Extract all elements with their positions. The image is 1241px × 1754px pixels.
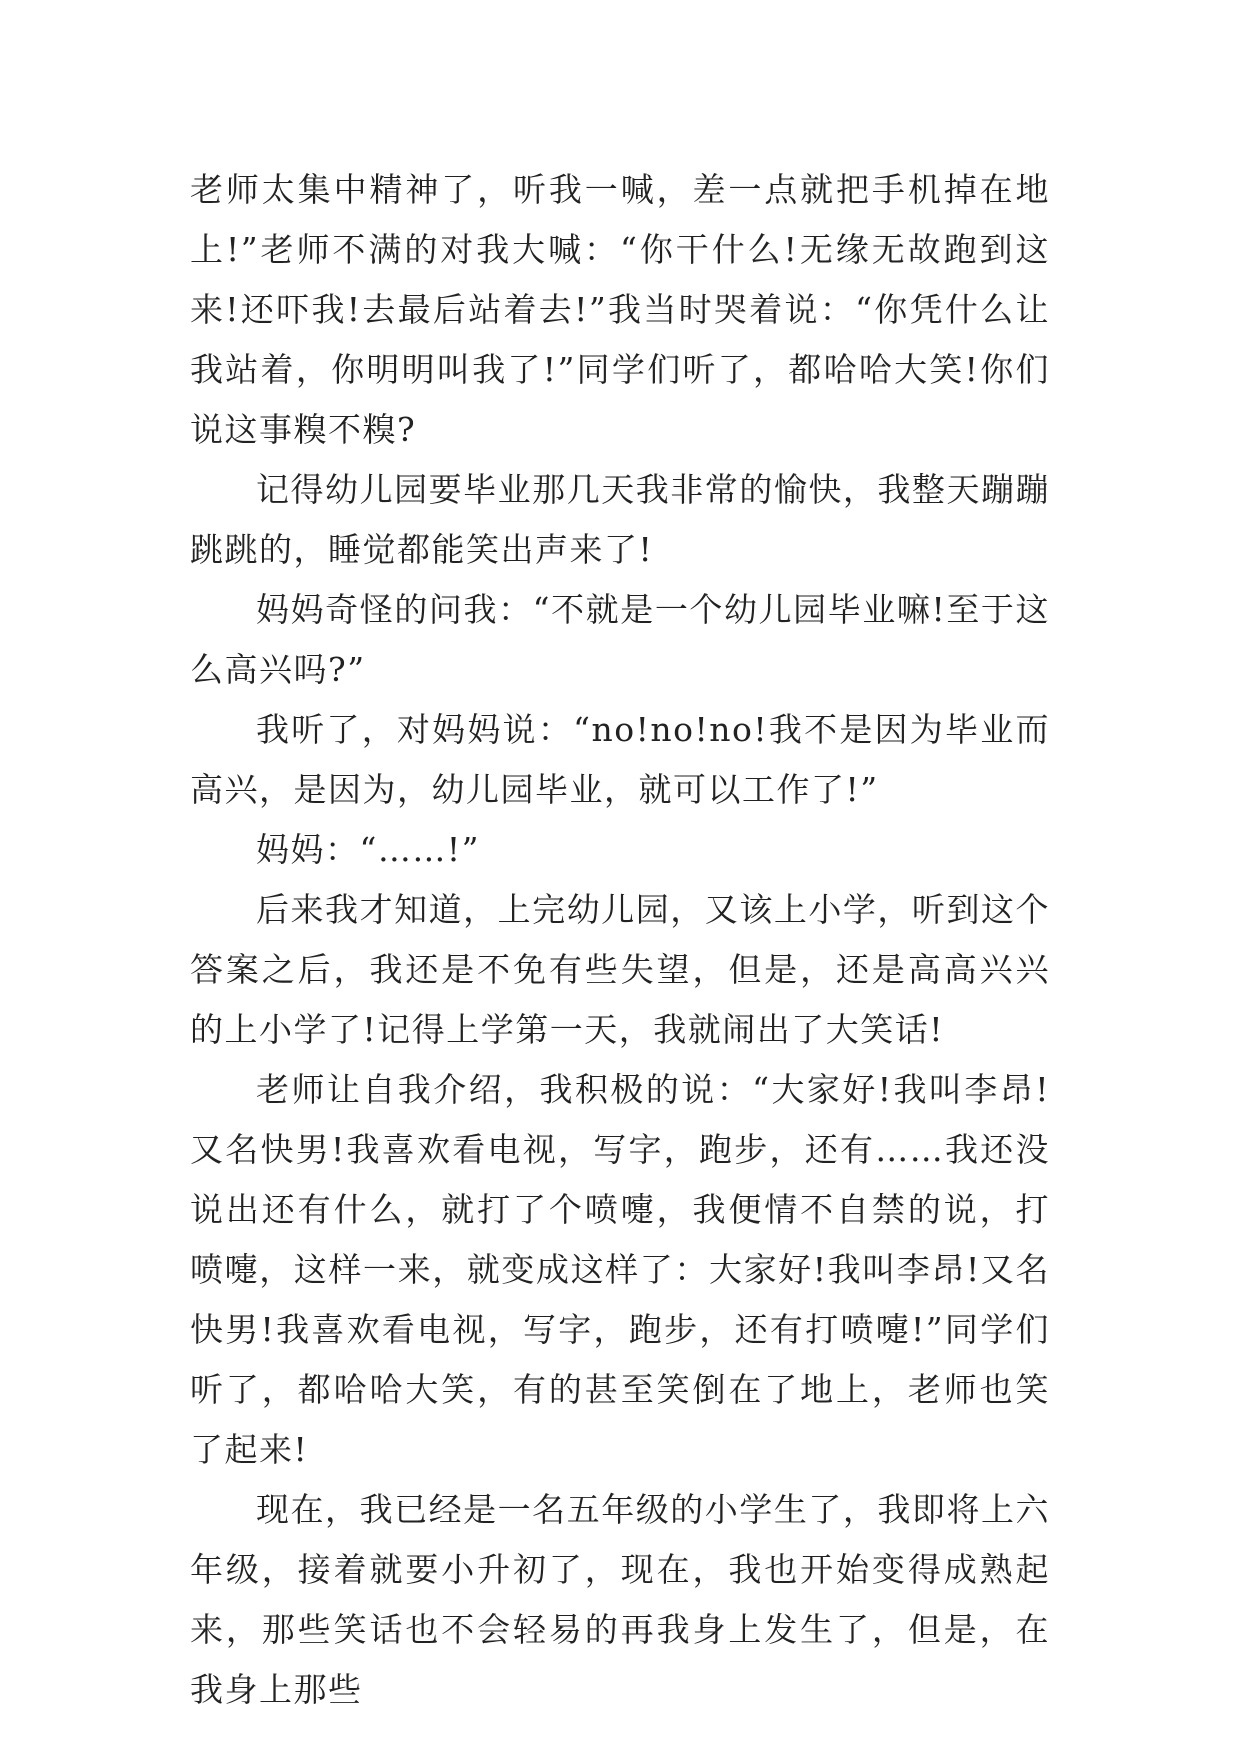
paragraph: 老师太集中精神了，听我一喊，差一点就把手机掉在地上!”老师不满的对我大喊：“你干什么!无缘无故跑到这来!还吓我!去最后站着去!”我当时哭着说：“你凭什么让我站着，你明明叫我了!”同学们听了，都哈哈大笑!你们说这事糗不糗? bbox=[190, 170, 1050, 449]
document-body bbox=[190, 160, 1050, 1720]
paragraph: 老师让自我介绍，我积极的说：“大家好!我叫李昂!又名快男!我喜欢看电视，写字，跑步，还有……我还没说出还有什么，就打了个喷嚏，我便情不自禁的说，打喷嚏，这样一来，就变成这样了：大家好!我叫李昂!又名快男!我喜欢看电视，写字，跑步，还有打喷嚏!”同学们听了，都哈哈大笑，有的甚至笑倒在了地上，老师也笑了起来! bbox=[190, 1070, 1050, 1469]
paragraph: 现在，我已经是一名五年级的小学生了，我即将上六年级，接着就要小升初了，现在，我也开始变得成熟起来，那些笑话也不会轻易的再我身上发生了，但是，在我身上那些 bbox=[190, 1490, 1050, 1709]
paragraph: 后来我才知道，上完幼儿园，又该上小学，听到这个答案之后，我还是不免有些失望，但是，还是高高兴兴的上小学了!记得上学第一天，我就闹出了大笑话! bbox=[190, 890, 1050, 1049]
paragraph: 妈妈：“……!” bbox=[256, 830, 481, 869]
paragraph: 妈妈奇怪的问我：“不就是一个幼儿园毕业嘛!至于这么高兴吗?” bbox=[190, 590, 1050, 689]
paragraph: 我听了，对妈妈说：“no!no!no!我不是因为毕业而高兴，是因为，幼儿园毕业，就可以工作了!” bbox=[190, 710, 1050, 809]
paragraph: 记得幼儿园要毕业那几天我非常的愉快，我整天蹦蹦跳跳的，睡觉都能笑出声来了! bbox=[190, 470, 1050, 569]
